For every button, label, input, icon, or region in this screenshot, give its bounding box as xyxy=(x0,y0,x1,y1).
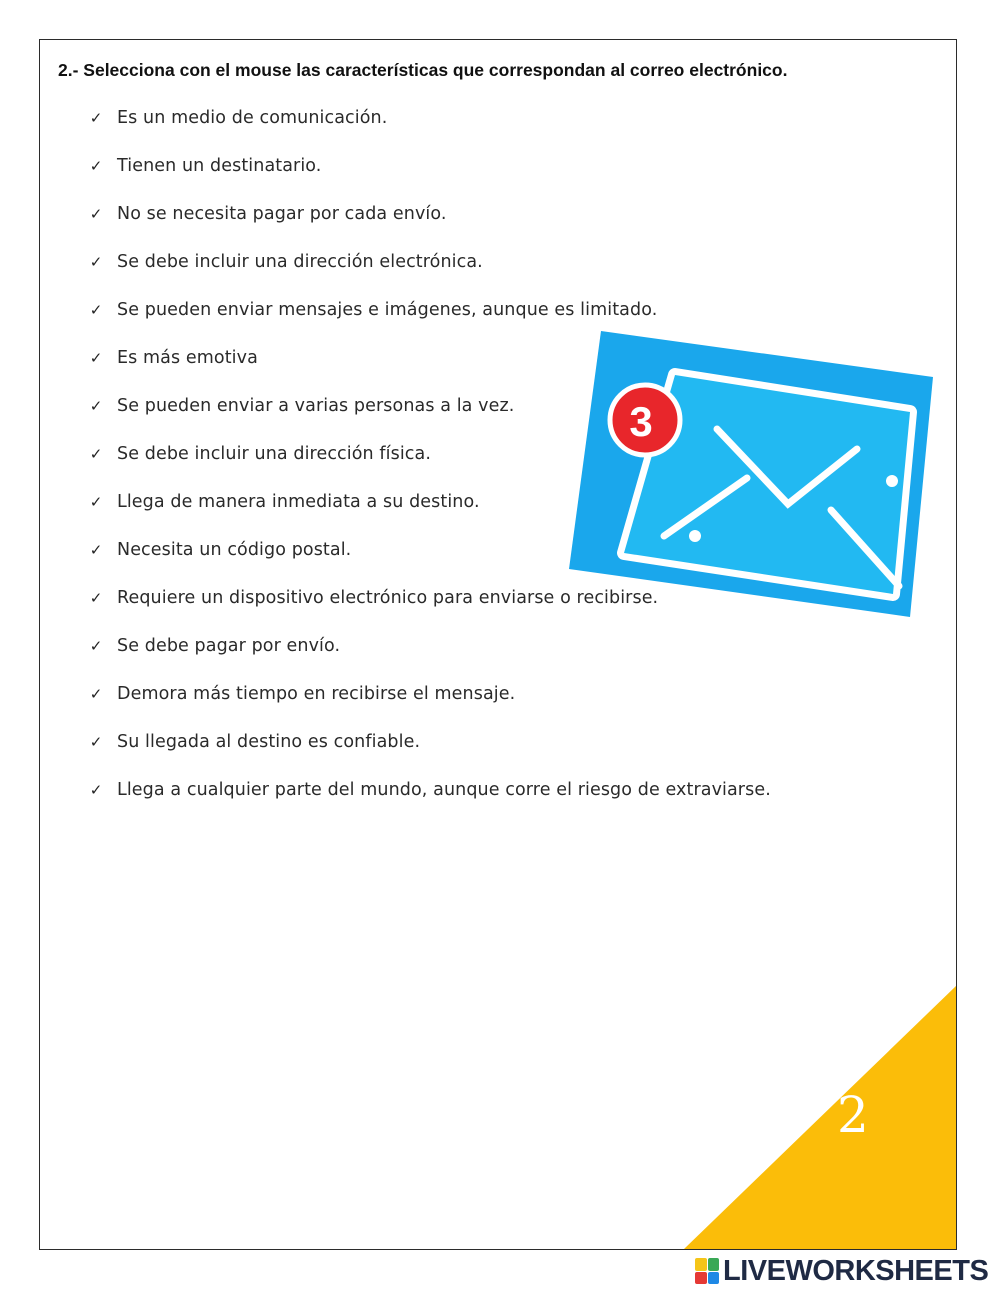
checkmark-icon: ✓ xyxy=(89,493,103,511)
option-label[interactable]: Requiere un dispositivo electrónico para enviarse o recibirse. xyxy=(117,588,659,608)
option-item[interactable] xyxy=(88,535,351,565)
checkmark-icon: ✓ xyxy=(89,157,103,175)
option-item[interactable] xyxy=(88,439,431,469)
option-item[interactable] xyxy=(88,391,514,421)
checkmark-icon: ✓ xyxy=(89,109,103,127)
option-item[interactable] xyxy=(88,487,480,517)
option-label[interactable]: Se pueden enviar mensajes e imágenes, aunque es limitado. xyxy=(117,300,658,320)
page-number: 2 xyxy=(837,1086,869,1144)
email-illustration xyxy=(569,328,939,620)
option-item[interactable] xyxy=(88,343,258,373)
option-label[interactable]: Se debe incluir una dirección electrónica. xyxy=(117,252,483,272)
checkmark-icon: ✓ xyxy=(89,781,103,799)
worksheet-page xyxy=(39,39,957,1250)
option-item[interactable] xyxy=(88,631,340,661)
option-label[interactable]: Es más emotiva xyxy=(117,348,258,368)
option-label[interactable]: Es un medio de comunicación. xyxy=(117,108,388,128)
option-label[interactable]: Su llegada al destino es confiable. xyxy=(117,732,421,752)
option-item[interactable] xyxy=(88,103,387,133)
option-label[interactable]: Necesita un código postal. xyxy=(117,540,352,560)
notification-count: 3 xyxy=(629,398,653,445)
checkmark-icon: ✓ xyxy=(89,205,103,223)
option-label[interactable]: Demora más tiempo en recibirse el mensaje. xyxy=(117,684,516,704)
option-label[interactable]: Llega de manera inmediata a su destino. xyxy=(117,492,480,512)
liveworksheets-logo-icon xyxy=(695,1258,719,1284)
option-item[interactable] xyxy=(88,247,483,277)
checkmark-icon: ✓ xyxy=(89,253,103,271)
checkmark-icon: ✓ xyxy=(89,397,103,415)
footer-brand xyxy=(695,1254,988,1288)
option-label[interactable]: Se debe incluir una dirección física. xyxy=(117,444,431,464)
checkmark-icon: ✓ xyxy=(89,445,103,463)
option-item[interactable] xyxy=(88,727,420,757)
option-item[interactable] xyxy=(88,151,321,181)
option-item[interactable] xyxy=(88,295,657,325)
option-item[interactable] xyxy=(88,775,771,805)
option-label[interactable]: No se necesita pagar por cada envío. xyxy=(117,204,447,224)
checkmark-icon: ✓ xyxy=(89,301,103,319)
option-label[interactable]: Se debe pagar por envío. xyxy=(117,636,341,656)
checkmark-icon: ✓ xyxy=(89,589,103,607)
option-label[interactable]: Se pueden enviar a varias personas a la vez. xyxy=(117,396,515,416)
option-label[interactable]: Tienen un destinatario. xyxy=(117,156,322,176)
checkmark-icon: ✓ xyxy=(89,349,103,367)
checkmark-icon: ✓ xyxy=(89,541,103,559)
option-label[interactable]: Llega a cualquier parte del mundo, aunque corre el riesgo de extraviarse. xyxy=(117,780,771,800)
question-title: 2.- Selecciona con el mouse las características que correspondan al correo electrónico. xyxy=(58,60,788,80)
checkmark-icon: ✓ xyxy=(89,685,103,703)
brand-name: LIVEWORKSHEETS xyxy=(723,1254,989,1287)
option-item[interactable] xyxy=(88,679,515,709)
checkmark-icon: ✓ xyxy=(89,637,103,655)
option-item[interactable] xyxy=(88,199,447,229)
checkmark-icon: ✓ xyxy=(89,733,103,751)
page-corner-triangle xyxy=(684,986,956,1249)
